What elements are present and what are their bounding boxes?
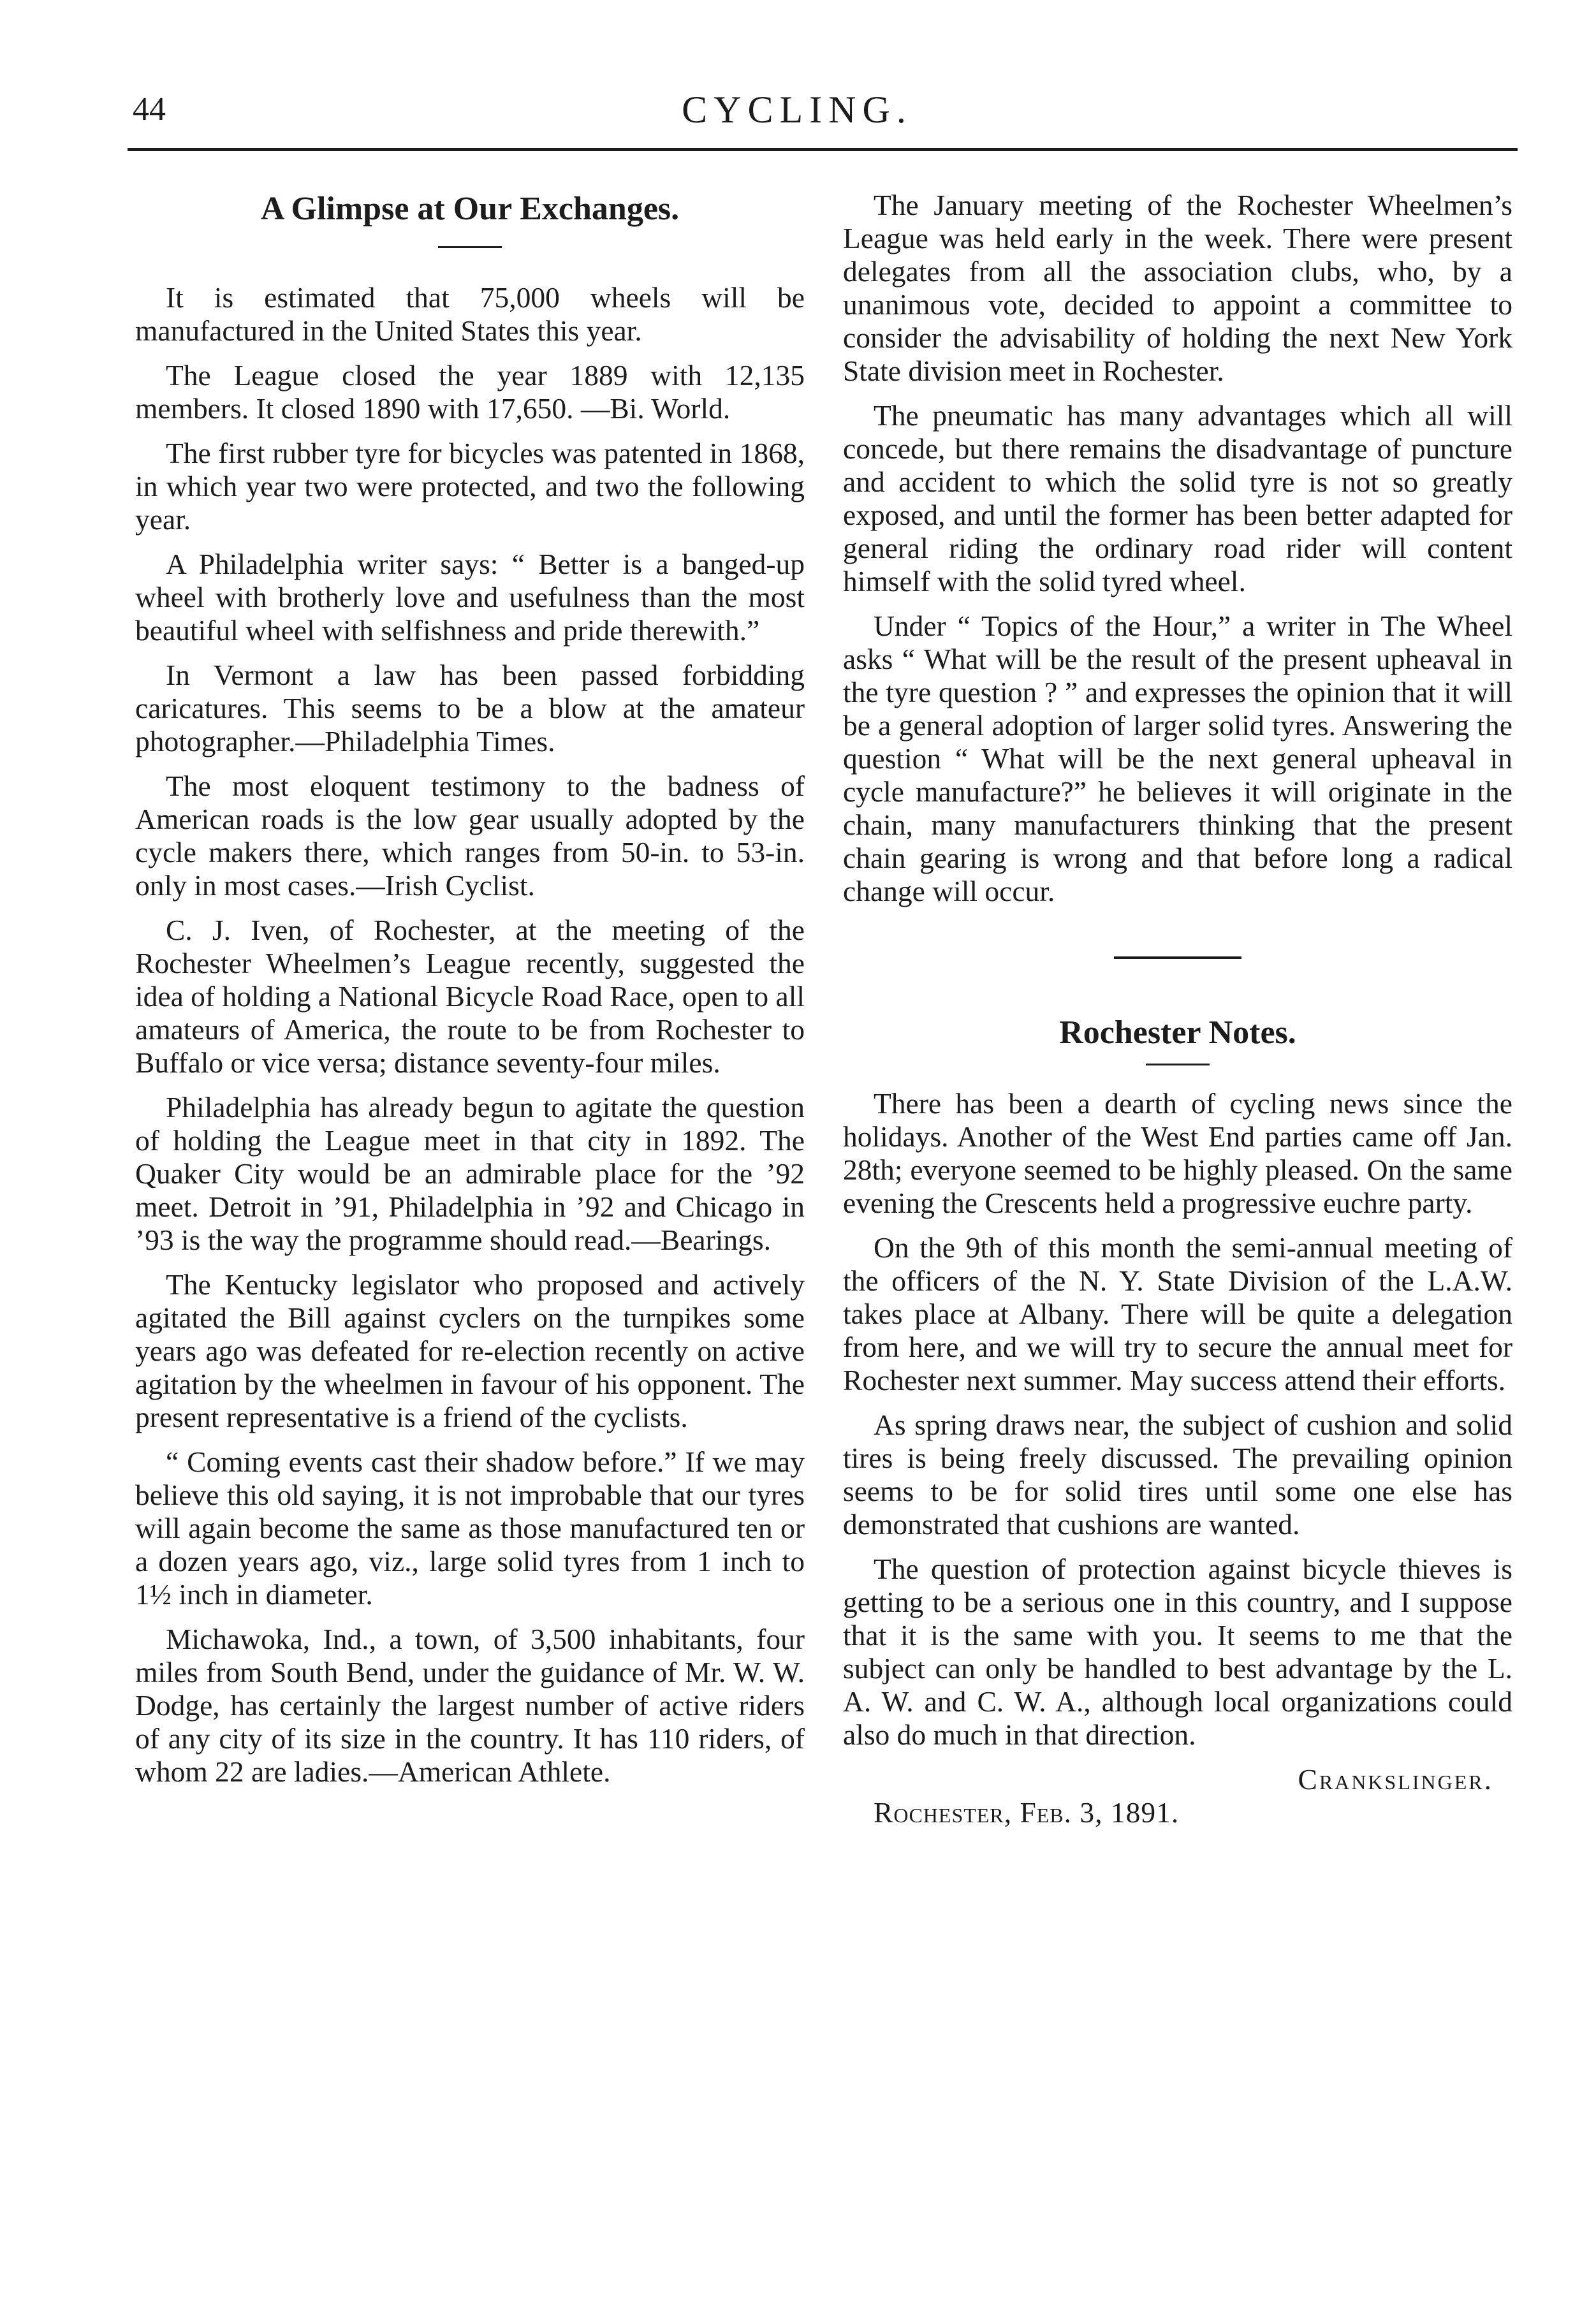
exchange-item: C. J. Iven, of Rochester, at the meeting of the Rochester Wheelmen’s League recently, suggested the idea of holding a National Bicycle Road Race, open to all amateurs of America, the route to be from Rochester to Buffalo or vice versa; distance seventy-four miles.	[135, 914, 805, 1079]
exchange-item: The League closed the year 1889 with 12,135 members. It closed 1890 with 17,650. —Bi. World.	[135, 359, 805, 425]
right-column	[843, 189, 1512, 1829]
rochester-note: There has been a dearth of cycling news since the holidays. Another of the West End parties came off Jan. 28th; everyone seemed to be highly pleased. On the same evening the Crescents held a progressive euchre party.	[843, 1087, 1512, 1219]
exchange-item: Philadelphia has already begun to agitate the question of holding the League meet in that city in 1892. The Quaker City would be an admirable place for the ’92 meet. Detroit in ’91, Philadelphia in ’92 and Chicago in ’93 is the way the programme should read.—Bearings.	[135, 1091, 805, 1256]
rochester-note: As spring draws near, the subject of cushion and solid tires is being freely discussed. The prevailing opinion seems to be for solid tires until some one else has demonstrated that cushions are wanted.	[843, 1408, 1512, 1540]
dateline: Rochester, Feb. 3, 1891.	[874, 1796, 1180, 1829]
exchange-item: Under “ Topics of the Hour,” a writer in The Wheel asks “ What will be the result of the present upheaval in the tyre question ? ” and expresses the opinion that it will be a general adoption of larger solid tyres. Answering the question “ What will be the next general upheaval in cycle manufacture?” he believes it will originate in the chain, many manufacturers thinking that the present chain gearing is wrong and that before long a radical change will occur.	[843, 610, 1512, 907]
author-signature: Crankslinger.	[1298, 1763, 1493, 1796]
page-number: 44	[133, 91, 166, 128]
exchange-item: The pneumatic has many advantages which all will concede, but there remains the disadvantage of puncture and accident to which the solid tyre is not so greatly exposed, and until the former has been better adapted for general riding the ordinary road rider will content himself with the solid tyred wheel.	[843, 399, 1512, 597]
section-heading-rochester-notes: Rochester Notes.	[1059, 1014, 1296, 1051]
heading-rule	[1146, 1064, 1210, 1065]
header-rule	[128, 148, 1518, 151]
exchange-item: Michawoka, Ind., a town, of 3,500 inhabitants, four miles from South Bend, under the guidance of Mr. W. W. Dodge, has certainly the largest number of active riders of any city of its size in the country. It has 110 riders, of whom 22 are ladies.—American Athlete.	[135, 1623, 805, 1788]
exchange-item: In Vermont a law has been passed forbidding caricatures. This seems to be a blow at the amateur photographer.—Philadelphia Times.	[135, 659, 805, 757]
running-title: CYCLING.	[682, 89, 912, 131]
rochester-note: The question of protection against bicycle thieves is getting to be a serious one in this country, and I suppose that it is the same with you. It seems to me that the subject can only be handled to best advantage by the L. A. W. and C. W. A., although local organizations could also do much in that direction.	[843, 1553, 1512, 1751]
left-column	[135, 179, 805, 1800]
exchange-item: The first rubber tyre for bicycles was patented in 1868, in which year two were protected, and two the following year.	[135, 437, 805, 536]
exchange-item: The Kentucky legislator who proposed and actively agitated the Bill against cyclers on the turnpikes some years ago was defeated for re-election recently on active agitation by the wheelmen in favour of his opponent. The present representative is a friend of the cyclists.	[135, 1268, 805, 1433]
exchange-item: “ Coming events cast their shadow before.” If we may believe this old saying, it is not improbable that our tyres will again become the same as those manufactured ten or a dozen years ago, viz., large solid tyres from 1 inch to 1½ inch in diameter.	[135, 1445, 805, 1611]
exchange-item: The most eloquent testimony to the badness of American roads is the low gear usually adopted by the cycle makers there, which ranges from 50-in. to 53-in. only in most cases.—Irish Cyclist.	[135, 770, 805, 902]
section-heading-exchanges: A Glimpse at Our Exchanges.	[260, 191, 680, 227]
heading-rule	[438, 246, 502, 248]
exchange-item: The January meeting of the Rochester Wheelmen’s League was held early in the week. There were present delegates from all the association clubs, who, by a unanimous vote, decided to appoint a committee to consider the advisability of holding the next New York State division meet in Rochester.	[843, 189, 1512, 387]
exchange-item: It is estimated that 75,000 wheels will be manufactured in the United States this year.	[135, 281, 805, 347]
rochester-note: On the 9th of this month the semi-annual meeting of the officers of the N. Y. State Division of the L.A.W. takes place at Albany. There will be quite a delegation from here, and we will try to secure the annual meet for Rochester next summer. May success attend their efforts.	[843, 1231, 1512, 1396]
exchange-item: A Philadelphia writer says: “ Better is a banged-up wheel with brotherly love and usefulness than the most beautiful wheel with selfishness and pride therewith.”	[135, 548, 805, 647]
section-divider	[1114, 956, 1241, 959]
